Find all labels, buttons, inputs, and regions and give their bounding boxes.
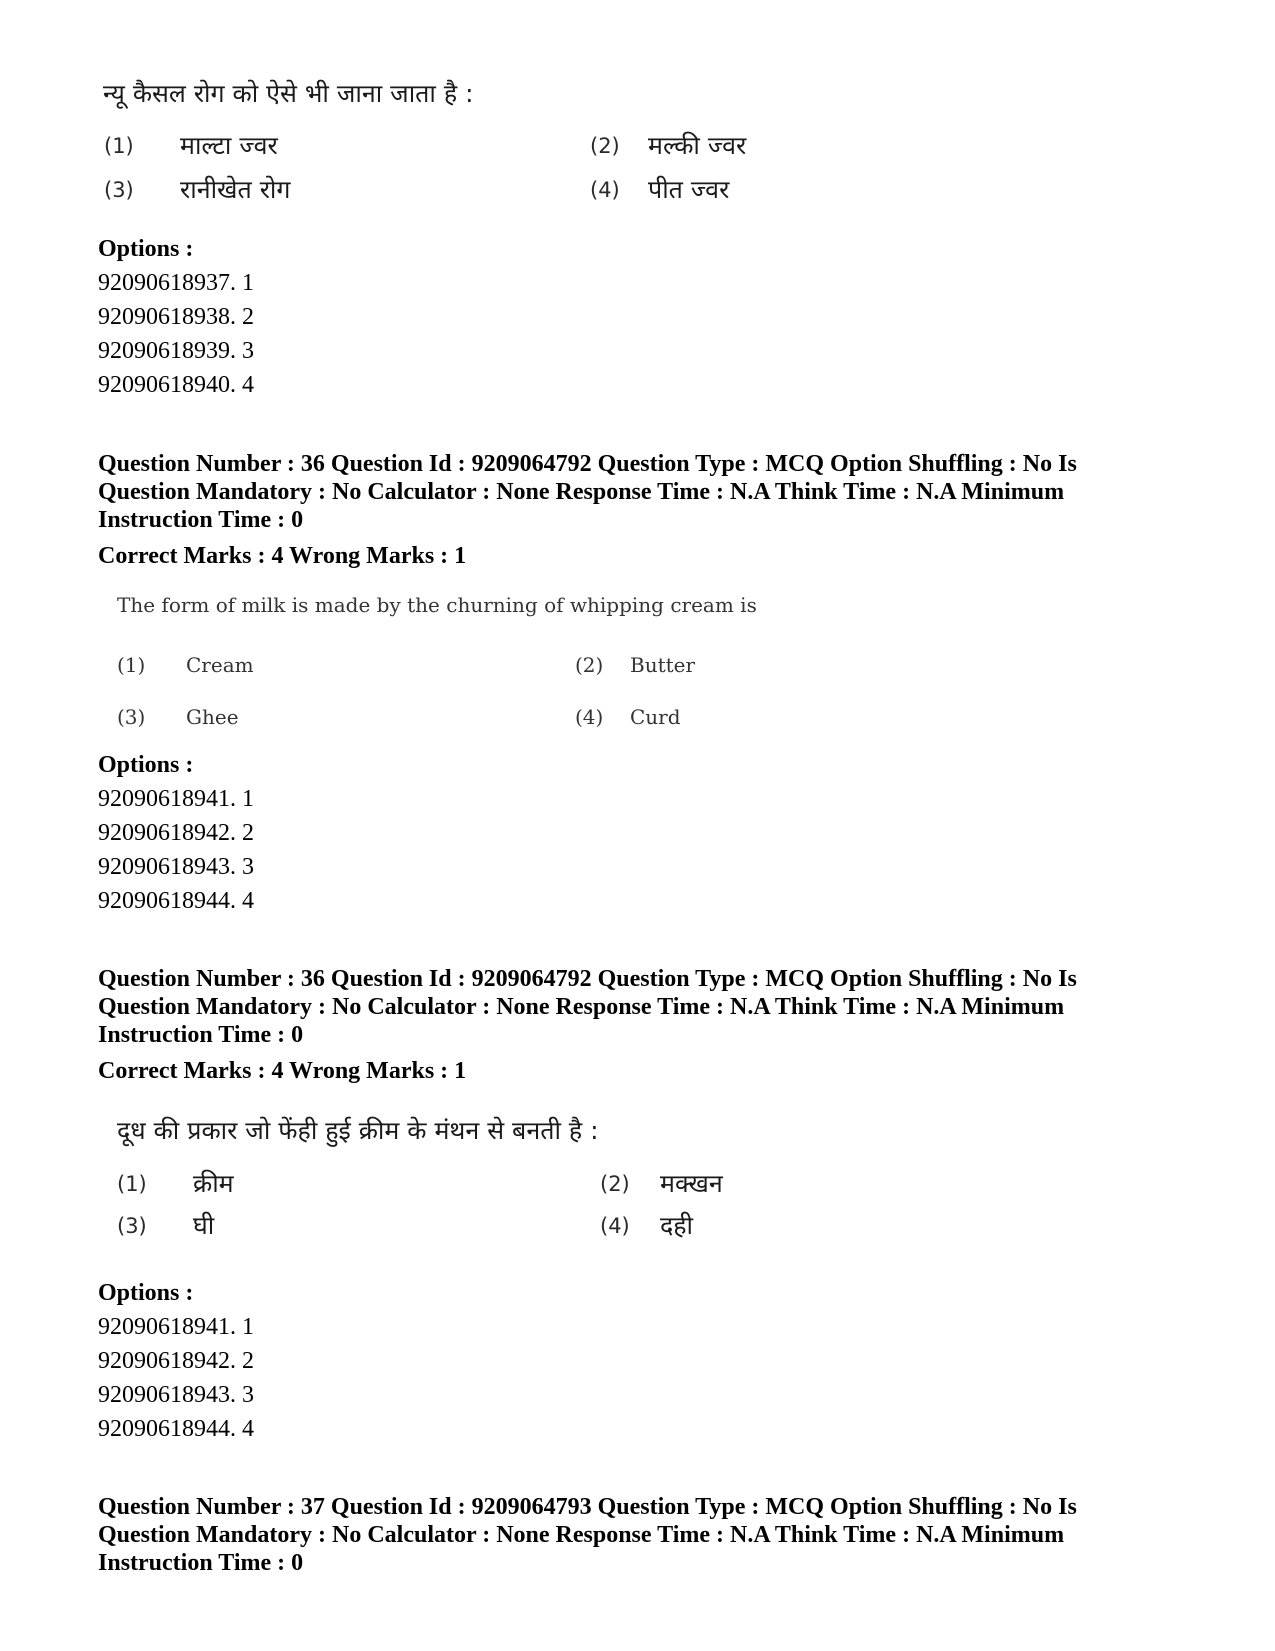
choice-text: पीत ज्वर	[648, 175, 730, 204]
metadata-line: Question Mandatory : No Calculator : None Response Time : N.A Think Time : N.A Minimum	[98, 994, 1065, 1020]
choice-text: Butter	[630, 653, 696, 677]
choice-text: Curd	[630, 705, 681, 729]
metadata-line: Question Mandatory : No Calculator : None Response Time : N.A Think Time : N.A Minimum	[98, 1522, 1065, 1548]
choice-number: (3)	[104, 178, 134, 202]
metadata-line: Question Number : 36 Question Id : 9209064792 Question Type : MCQ Option Shuffling : No Is	[98, 966, 1077, 992]
choice-number: (4)	[575, 705, 604, 729]
choice-number: (4)	[600, 1214, 630, 1238]
choice-text: मक्खन	[660, 1169, 723, 1198]
choice-text: मल्की ज्वर	[648, 131, 747, 160]
metadata-line: Instruction Time : 0	[98, 507, 304, 533]
metadata-line: Question Mandatory : No Calculator : None Response Time : N.A Think Time : N.A Minimum	[98, 479, 1065, 505]
question-metadata	[98, 965, 1208, 1049]
options-heading: Options :	[98, 1280, 194, 1306]
option-line: 92090618944. 4	[98, 888, 254, 914]
choice-number: (3)	[117, 1214, 147, 1238]
marks-line: Correct Marks : 4 Wrong Marks : 1	[98, 543, 467, 569]
choice-number: (1)	[117, 653, 146, 677]
option-line: 92090618939. 3	[98, 338, 254, 364]
question-text: न्यू कैसल रोग को ऐसे भी जाना जाता है :	[103, 79, 474, 108]
question-text: दूध की प्रकार जो फेंही हुई क्रीम के मंथन से बनती है :	[117, 1116, 599, 1145]
metadata-line: Instruction Time : 0	[98, 1550, 304, 1576]
option-line: 92090618942. 2	[98, 1348, 254, 1374]
option-line: 92090618941. 1	[98, 786, 254, 812]
choice-number: (3)	[117, 705, 146, 729]
option-line: 92090618940. 4	[98, 372, 254, 398]
choice-text: क्रीम	[193, 1169, 234, 1198]
choice-text: दही	[660, 1211, 694, 1240]
question-metadata	[98, 1493, 1208, 1577]
option-line: 92090618943. 3	[98, 854, 254, 880]
question-metadata	[98, 450, 1208, 534]
choice-text: माल्टा ज्वर	[180, 131, 278, 160]
option-line: 92090618942. 2	[98, 820, 254, 846]
metadata-line: Question Number : 37 Question Id : 9209064793 Question Type : MCQ Option Shuffling : No Is	[98, 1494, 1077, 1520]
choice-text: Ghee	[186, 705, 239, 729]
option-line: 92090618943. 3	[98, 1382, 254, 1408]
choice-number: (2)	[590, 134, 620, 158]
choice-text: घी	[193, 1211, 215, 1240]
choice-number: (1)	[104, 134, 134, 158]
choice-number: (2)	[600, 1172, 630, 1196]
option-line: 92090618938. 2	[98, 304, 254, 330]
choice-number: (4)	[590, 178, 620, 202]
choice-text: Cream	[186, 653, 254, 677]
metadata-line: Instruction Time : 0	[98, 1022, 304, 1048]
marks-line: Correct Marks : 4 Wrong Marks : 1	[98, 1058, 467, 1084]
option-line: 92090618944. 4	[98, 1416, 254, 1442]
question-text: The form of milk is made by the churning of whipping cream is	[117, 593, 757, 617]
choice-number: (1)	[117, 1172, 147, 1196]
options-heading: Options :	[98, 752, 194, 778]
metadata-line: Question Number : 36 Question Id : 9209064792 Question Type : MCQ Option Shuffling : No Is	[98, 451, 1077, 477]
option-line: 92090618937. 1	[98, 270, 254, 296]
options-heading: Options :	[98, 236, 194, 262]
choice-text: रानीखेत रोग	[180, 175, 291, 204]
option-line: 92090618941. 1	[98, 1314, 254, 1340]
choice-number: (2)	[575, 653, 604, 677]
